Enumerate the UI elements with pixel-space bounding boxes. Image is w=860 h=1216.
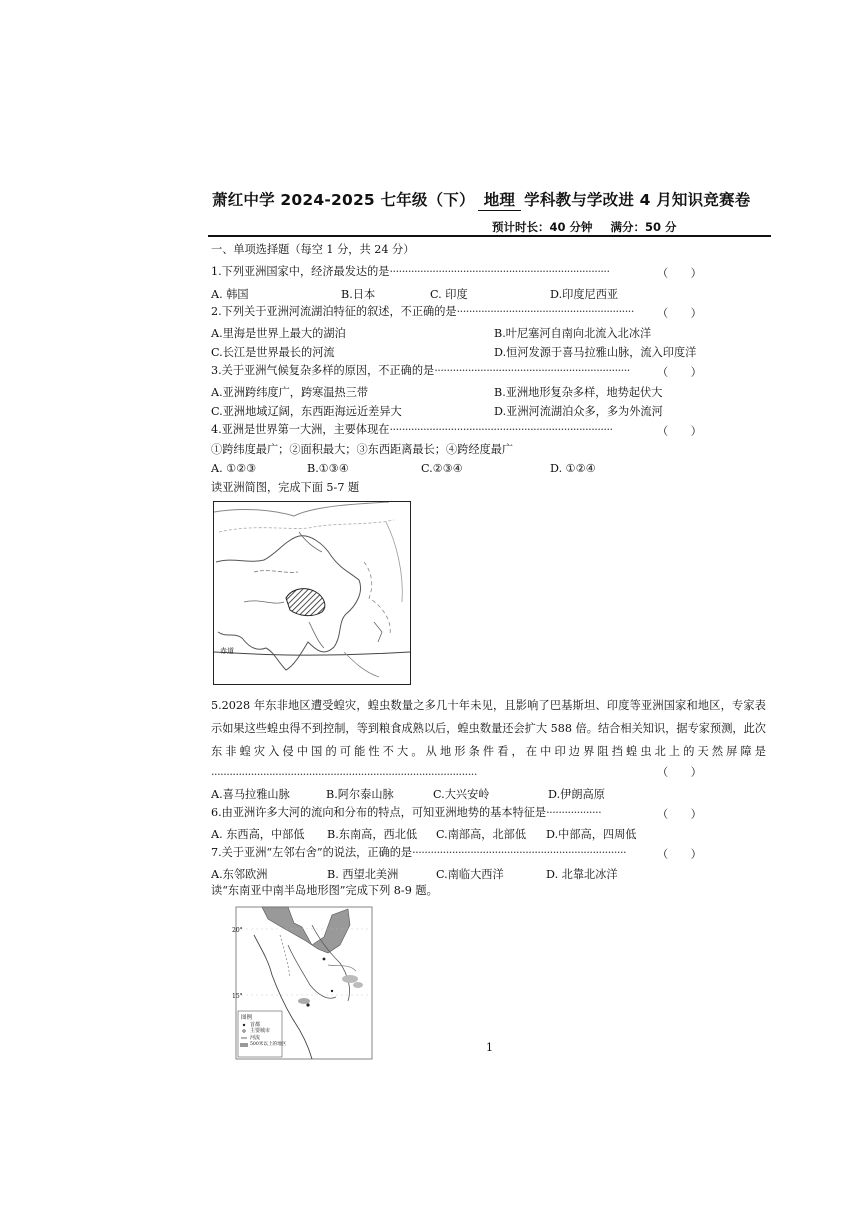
reading-instruction-1: 读亚洲简图，完成下面 5-7 题 bbox=[211, 481, 360, 494]
title-suffix: 学科教与学改进 4 月知识竞赛卷 bbox=[524, 191, 751, 209]
question-6-answer-bracket: （ ） bbox=[657, 808, 702, 821]
q4-option-a: A. ①②③ bbox=[211, 462, 257, 475]
q2-option-c: C.长江是世界最长的河流 bbox=[211, 346, 335, 359]
title-prefix: 萧红中学 2024-2025 七年级（下） bbox=[212, 191, 475, 209]
q3-option-c: C.亚洲地域辽阔，东西距海远近差异大 bbox=[211, 405, 402, 418]
question-1-stem: 1.下列亚洲国家中，经济最发达的是········································································ bbox=[211, 265, 610, 278]
exam-score: 满分：50 分 bbox=[610, 220, 677, 234]
q7-option-a: A.东邻欧洲 bbox=[211, 868, 268, 881]
exam-meta bbox=[492, 219, 677, 235]
question-3-answer-bracket: （ ） bbox=[657, 366, 702, 379]
q7-option-b: B. 西望北美洲 bbox=[327, 868, 399, 881]
question-2-answer-bracket: （ ） bbox=[657, 307, 702, 320]
question-7-answer-bracket: （ ） bbox=[657, 848, 702, 861]
question-6-stem: 6.由亚洲许多大河的流向和分布的特点，可知亚洲地势的基本特征是·················· bbox=[211, 806, 602, 819]
question-2-stem: 2.下列关于亚洲河流湖泊特征的叙述，不正确的是·························································· bbox=[211, 305, 634, 318]
q1-option-a: A. 韩国 bbox=[211, 288, 249, 301]
q2-option-b: B.叶尼塞河自南向北流入北冰洋 bbox=[494, 327, 652, 340]
q5-option-d: D.伊朗高原 bbox=[548, 788, 605, 801]
q2-option-a: A.里海是世界上最大的湖泊 bbox=[211, 327, 346, 340]
q3-option-b: B.亚洲地形复杂多样，地势起伏大 bbox=[494, 386, 663, 399]
asia-map-drawing bbox=[214, 502, 410, 684]
latitude-15-label: 15° bbox=[232, 993, 243, 1000]
q5-option-c: C.大兴安岭 bbox=[433, 788, 490, 801]
question-7-stem: 7.关于亚洲“左邻右舍”的说法，正确的是······································································ bbox=[211, 846, 627, 859]
equator-label: 赤道 bbox=[220, 647, 234, 655]
q7-option-d: D. 北靠北冰洋 bbox=[546, 868, 618, 881]
q4-option-b: B.①③④ bbox=[307, 462, 349, 475]
reading-instruction-2: 读“东南亚中南半岛地形图”完成下列 8-9 题。 bbox=[211, 884, 438, 897]
q6-option-b: B.东南高，西北低 bbox=[327, 828, 418, 841]
question-5-stem: 5.2028 年东非地区遭受蝗灾，蝗虫数量之多几十年未见，且影响了巴基斯坦、印度等亚洲国家和地区，专家表示如果这些蝗虫得不到控制，等到粮食成熟以后，蝗虫数量还会扩大 588 倍。结合相关知识，据专家预测，此次东非蝗灾入侵中国的可能性不大。从地形条件看，在中印边界阻挡蝗虫北上的天然屏障是······················································································· bbox=[211, 699, 766, 781]
q5-option-a: A.喜马拉雅山脉 bbox=[211, 788, 290, 801]
question-4-answer-bracket: （ ） bbox=[657, 425, 702, 438]
q4-option-d: D. ①②④ bbox=[550, 462, 596, 475]
q3-option-d: D.亚洲河流湖泊众多，多为外流河 bbox=[494, 405, 663, 418]
section-heading: 一、单项选择题（每空 1 分，共 24 分） bbox=[211, 243, 415, 256]
subject-name: 地理 bbox=[478, 188, 521, 211]
question-4-stem: 4.亚洲是世界第一大洲，主要体现在········································································· bbox=[211, 423, 613, 436]
question-5-answer-bracket: （ ） bbox=[657, 766, 702, 779]
question-1-answer-bracket: （ ） bbox=[657, 267, 702, 280]
q1-option-b: B.日本 bbox=[341, 288, 376, 301]
q1-option-c: C. 印度 bbox=[430, 288, 468, 301]
legend-highland: 500米以上的地区 bbox=[250, 1042, 287, 1047]
legend-title: 图例 bbox=[241, 1015, 253, 1021]
legend-city: 主要城市 bbox=[250, 1028, 271, 1034]
q5-option-b: B.阿尔泰山脉 bbox=[326, 788, 394, 801]
latitude-20-label: 20° bbox=[232, 927, 243, 934]
exam-title bbox=[212, 188, 750, 211]
question-3-stem: 3.关于亚洲气候复杂多样的原因，不正确的是································································ bbox=[211, 364, 630, 377]
indochina-map bbox=[232, 905, 376, 1061]
legend-river: 河流 bbox=[250, 1035, 261, 1041]
q6-option-c: C.南部高，北部低 bbox=[436, 828, 527, 841]
q6-option-d: D.中部高，四周低 bbox=[546, 828, 637, 841]
q1-option-d: D.印度尼西亚 bbox=[550, 288, 619, 301]
header-rule bbox=[208, 235, 771, 237]
asia-map bbox=[213, 501, 411, 685]
legend-capital: 首都 bbox=[250, 1022, 261, 1028]
q4-option-c: C.②③④ bbox=[421, 462, 463, 475]
page-number: 1 bbox=[486, 1041, 493, 1054]
q7-option-c: C.南临大西洋 bbox=[436, 868, 504, 881]
q2-option-d: D.恒河发源于喜马拉雅山脉，流入印度洋 bbox=[494, 346, 697, 359]
question-4-statements: ①跨纬度最广；②面积最大；③东西距离最长；④跨经度最广 bbox=[211, 443, 514, 456]
exam-duration: 预计时长：40 分钟 bbox=[492, 220, 593, 234]
q3-option-a: A.亚洲跨纬度广，跨寒温热三带 bbox=[211, 386, 369, 399]
q6-option-a: A. 东西高，中部低 bbox=[211, 828, 305, 841]
